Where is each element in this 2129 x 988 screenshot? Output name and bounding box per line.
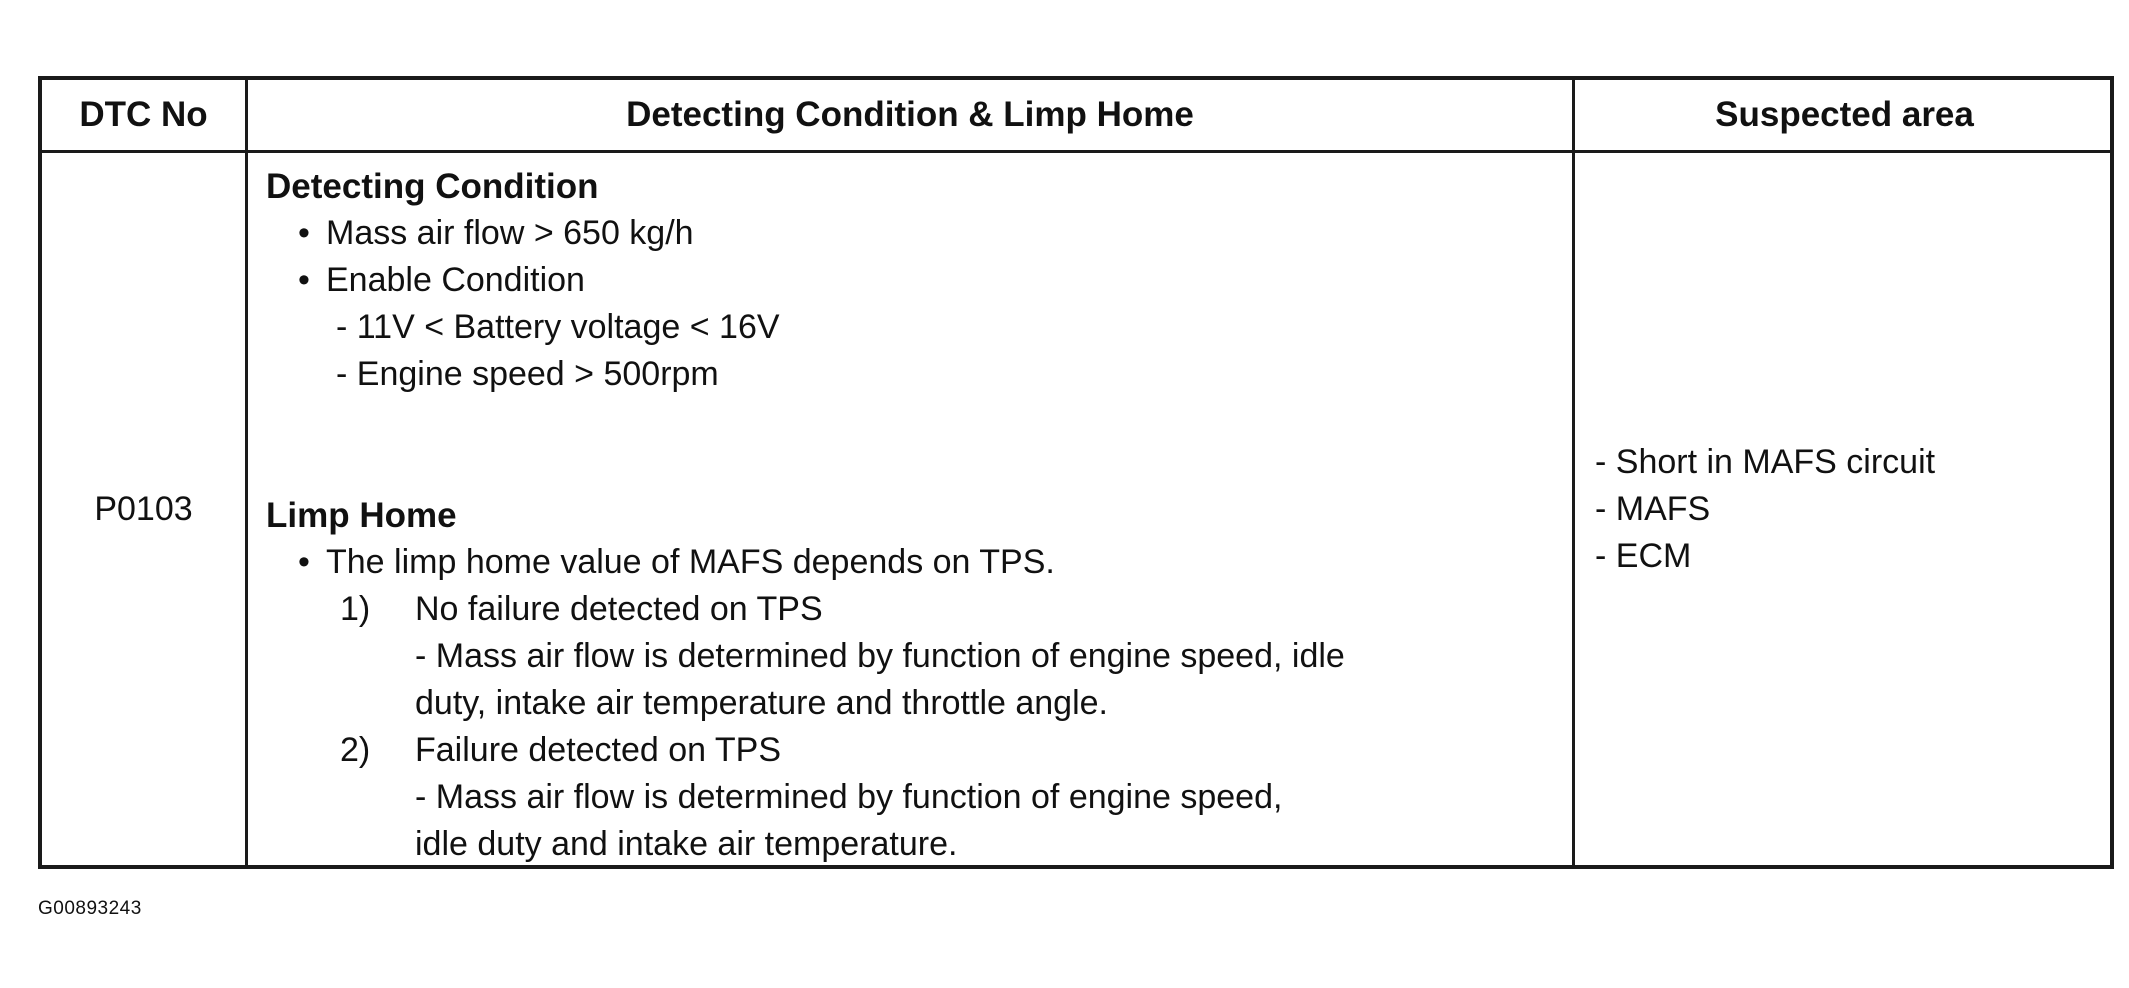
suspected-area-cell xyxy=(1595,153,2105,865)
bullet-icon: • xyxy=(298,214,310,252)
header-suspected-area: Suspected area xyxy=(1715,95,1974,134)
condition-cell xyxy=(266,163,1556,868)
case-title-text: No failure detected on TPS xyxy=(415,590,823,628)
enable-subitem: - 11V < Battery voltage < 16V xyxy=(336,308,780,346)
section-spacer xyxy=(266,398,1556,492)
case-title xyxy=(266,727,1556,774)
header-detecting-condition: Detecting Condition & Limp Home xyxy=(626,95,1194,134)
dtc-code: P0103 xyxy=(94,489,193,528)
enable-subitem: - Engine speed > 500rpm xyxy=(336,355,719,393)
table-header-row xyxy=(42,80,2110,153)
suspected-item: - MAFS xyxy=(1595,489,1711,528)
header-dtc-no: DTC No xyxy=(79,95,208,134)
limp-home-title: Limp Home xyxy=(266,496,457,535)
case-detail: - Mass air flow is determined by function of engine speed, idle xyxy=(415,637,1345,675)
figure-id: G00893243 xyxy=(38,898,142,919)
case-detail: duty, intake air temperature and throttle angle. xyxy=(415,684,1108,722)
case-detail: - Mass air flow is determined by function of engine speed, xyxy=(415,778,1283,816)
dtc-table xyxy=(38,76,2114,869)
suspected-item: - ECM xyxy=(1595,536,1692,575)
limp-home-item xyxy=(266,539,1556,586)
detecting-item xyxy=(266,257,1556,304)
limp-home-item-text: The limp home value of MAFS depends on TPS. xyxy=(326,543,1055,581)
detecting-item xyxy=(266,210,1556,257)
detecting-condition-title: Detecting Condition xyxy=(266,167,599,206)
bullet-icon: • xyxy=(298,261,310,299)
case-title-text: Failure detected on TPS xyxy=(415,731,782,769)
table-row xyxy=(42,153,2110,865)
suspected-item: - Short in MAFS circuit xyxy=(1595,442,1936,481)
detecting-item-text: Enable Condition xyxy=(326,261,585,299)
case-detail: idle duty and intake air temperature. xyxy=(415,825,958,863)
detecting-item-text: Mass air flow > 650 kg/h xyxy=(326,214,694,252)
bullet-icon: • xyxy=(298,543,310,581)
case-number: 2) xyxy=(340,731,371,769)
case-title xyxy=(266,586,1556,633)
case-number: 1) xyxy=(340,590,371,628)
